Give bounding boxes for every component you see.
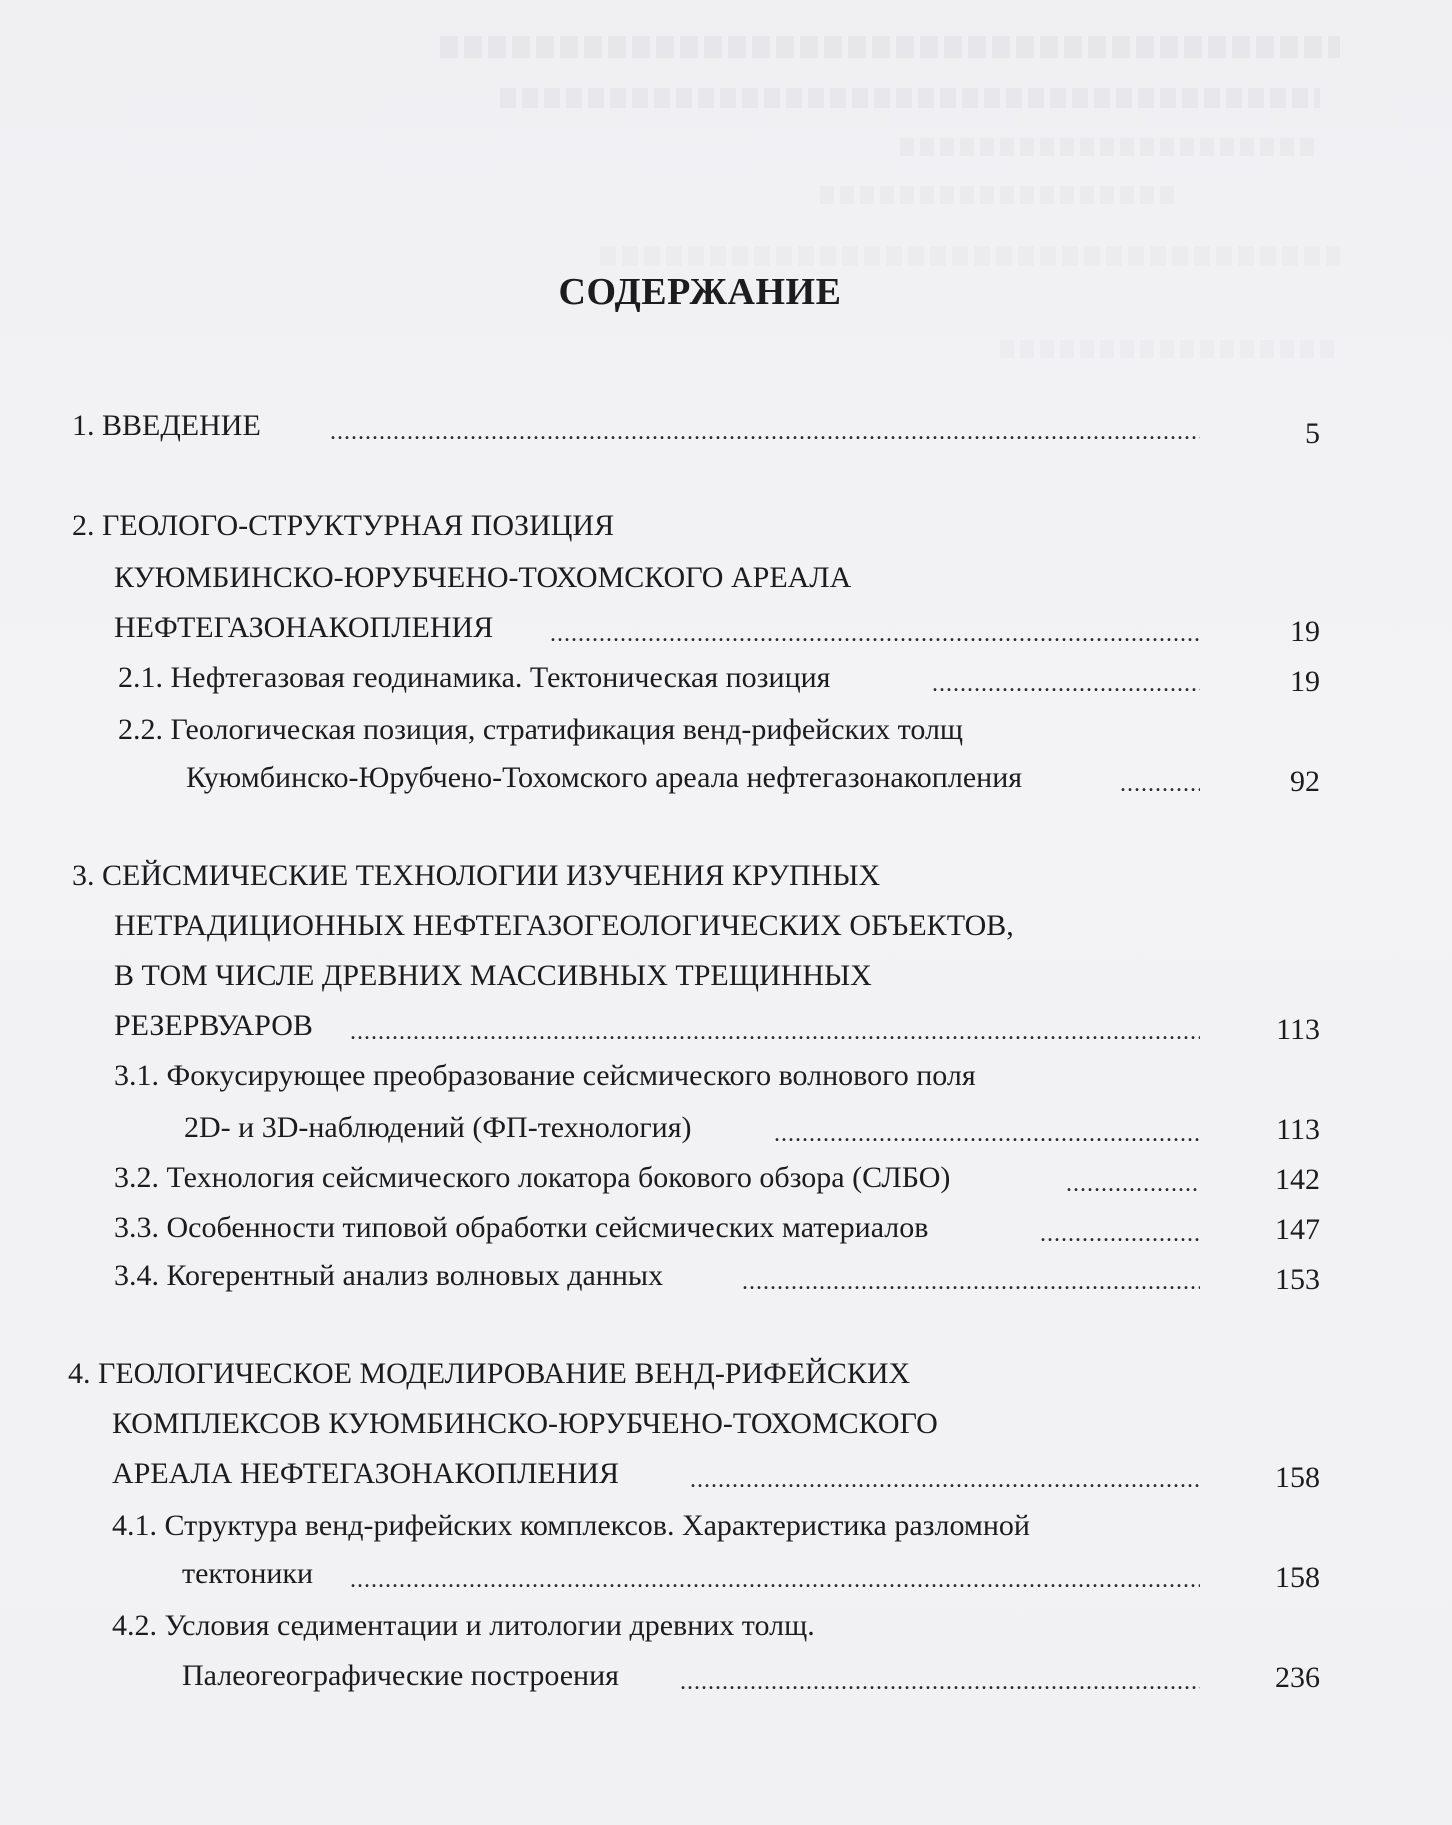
toc-entry-3-line-4: РЕЗЕРВУАРОВ bbox=[114, 1009, 313, 1042]
toc-entry-3-4-page: 153 bbox=[1275, 1263, 1320, 1296]
toc-entry-4-1-line-2: тектоники bbox=[182, 1557, 314, 1590]
toc-entry-3-line-3: В ТОМ ЧИСЛЕ ДРЕВНИХ МАССИВНЫХ ТРЕЩИННЫХ bbox=[114, 959, 872, 992]
toc-entry-2-1-line-1: 2.1. Нефтегазовая геодинамика. Тектоническая позиция bbox=[118, 661, 831, 694]
toc-entry-2-page: 19 bbox=[1290, 615, 1320, 648]
toc-entry-2-2-line-2: Куюмбинско-Юрубчено-Тохомского ареала нефтегазонакопления bbox=[186, 761, 1023, 794]
toc-entry-4-line-3: АРЕАЛА НЕФТЕГАЗОНАКОПЛЕНИЯ bbox=[112, 1457, 620, 1490]
toc-entry-4-line-1: 4. ГЕОЛОГИЧЕСКОЕ МОДЕЛИРОВАНИЕ ВЕНД-РИФЕЙСКИХ bbox=[68, 1357, 911, 1390]
toc-entry-3-1-line-2: 2D- и 3D-наблюдений (ФП-технология) bbox=[184, 1111, 692, 1144]
page-title: СОДЕРЖАНИЕ bbox=[558, 271, 842, 313]
toc-entry-3-3-leader bbox=[1040, 1216, 1200, 1252]
toc-entry-4-2-line-2: Палеогеографические построения bbox=[182, 1659, 619, 1692]
toc-entry-3-page: 113 bbox=[1276, 1013, 1320, 1046]
toc-entry-2-line-1: 2. ГЕОЛОГО-СТРУКТУРНАЯ ПОЗИЦИЯ bbox=[72, 509, 615, 542]
toc-entry-3-4-line-1: 3.4. Когерентный анализ волновых данных bbox=[114, 1259, 664, 1292]
toc-entry-3-1-leader bbox=[774, 1116, 1200, 1152]
toc-entry-3-leader bbox=[350, 1014, 1200, 1050]
toc-entry-4-2-leader bbox=[680, 1664, 1200, 1700]
toc-entry-3-2-line-1: 3.2. Технология сейсмического локатора бокового обзора (СЛБО) bbox=[114, 1161, 951, 1194]
toc-entry-3-2-leader bbox=[1066, 1166, 1200, 1202]
toc-entry-3-4-leader bbox=[742, 1264, 1200, 1300]
toc-entry-3-1-page: 113 bbox=[1276, 1113, 1320, 1146]
toc-entry-4-1-page: 158 bbox=[1275, 1561, 1320, 1594]
toc-entry-2-line-3: НЕФТЕГАЗОНАКОПЛЕНИЯ bbox=[114, 611, 494, 644]
toc-entry-3-line-1: 3. СЕЙСМИЧЕСКИЕ ТЕХНОЛОГИИ ИЗУЧЕНИЯ КРУПНЫХ bbox=[72, 859, 881, 892]
toc-entry-3-2-page: 142 bbox=[1275, 1163, 1320, 1196]
toc-entry-2-line-2: КУЮМБИНСКО-ЮРУБЧЕНО-ТОХОМСКОГО АРЕАЛА bbox=[114, 561, 852, 594]
toc-entry-1-page: 5 bbox=[1305, 417, 1320, 450]
toc-entry-2-2-page: 92 bbox=[1290, 765, 1320, 798]
toc-entry-4-2-line-1: 4.2. Условия седиментации и литологии древних толщ. bbox=[112, 1609, 815, 1642]
toc-entry-3-1-line-1: 3.1. Фокусирующее преобразование сейсмического волнового поля bbox=[114, 1059, 976, 1092]
toc-entry-3-line-2: НЕТРАДИЦИОННЫХ НЕФТЕГАЗОГЕОЛОГИЧЕСКИХ ОБЪЕКТОВ, bbox=[114, 909, 1014, 942]
toc-entry-2-1-leader bbox=[932, 666, 1200, 702]
toc-entry-4-1-line-1: 4.1. Структура венд-рифейских комплексов. Характеристика разломной bbox=[112, 1509, 1030, 1542]
toc-entry-4-line-2: КОМПЛЕКСОВ КУЮМБИНСКО-ЮРУБЧЕНО-ТОХОМСКОГО bbox=[112, 1407, 938, 1440]
toc-entry-2-leader bbox=[550, 616, 1200, 652]
toc-entry-1-line-1: 1. ВВЕДЕНИЕ bbox=[72, 409, 261, 442]
toc-entry-4-page: 158 bbox=[1275, 1461, 1320, 1494]
toc-entry-2-1-page: 19 bbox=[1290, 665, 1320, 698]
toc-entry-4-leader bbox=[690, 1462, 1200, 1498]
toc-entry-3-3-page: 147 bbox=[1275, 1213, 1320, 1246]
toc-entry-4-1-leader bbox=[350, 1562, 1200, 1598]
toc-entry-4-2-page: 236 bbox=[1275, 1661, 1320, 1694]
toc-entry-1-leader bbox=[330, 414, 1200, 450]
toc-entry-2-2-line-1: 2.2. Геологическая позиция, стратификация венд-рифейских толщ bbox=[118, 713, 964, 746]
toc-entry-3-3-line-1: 3.3. Особенности типовой обработки сейсмических материалов bbox=[114, 1211, 929, 1244]
toc-entry-2-2-leader bbox=[1120, 766, 1200, 802]
